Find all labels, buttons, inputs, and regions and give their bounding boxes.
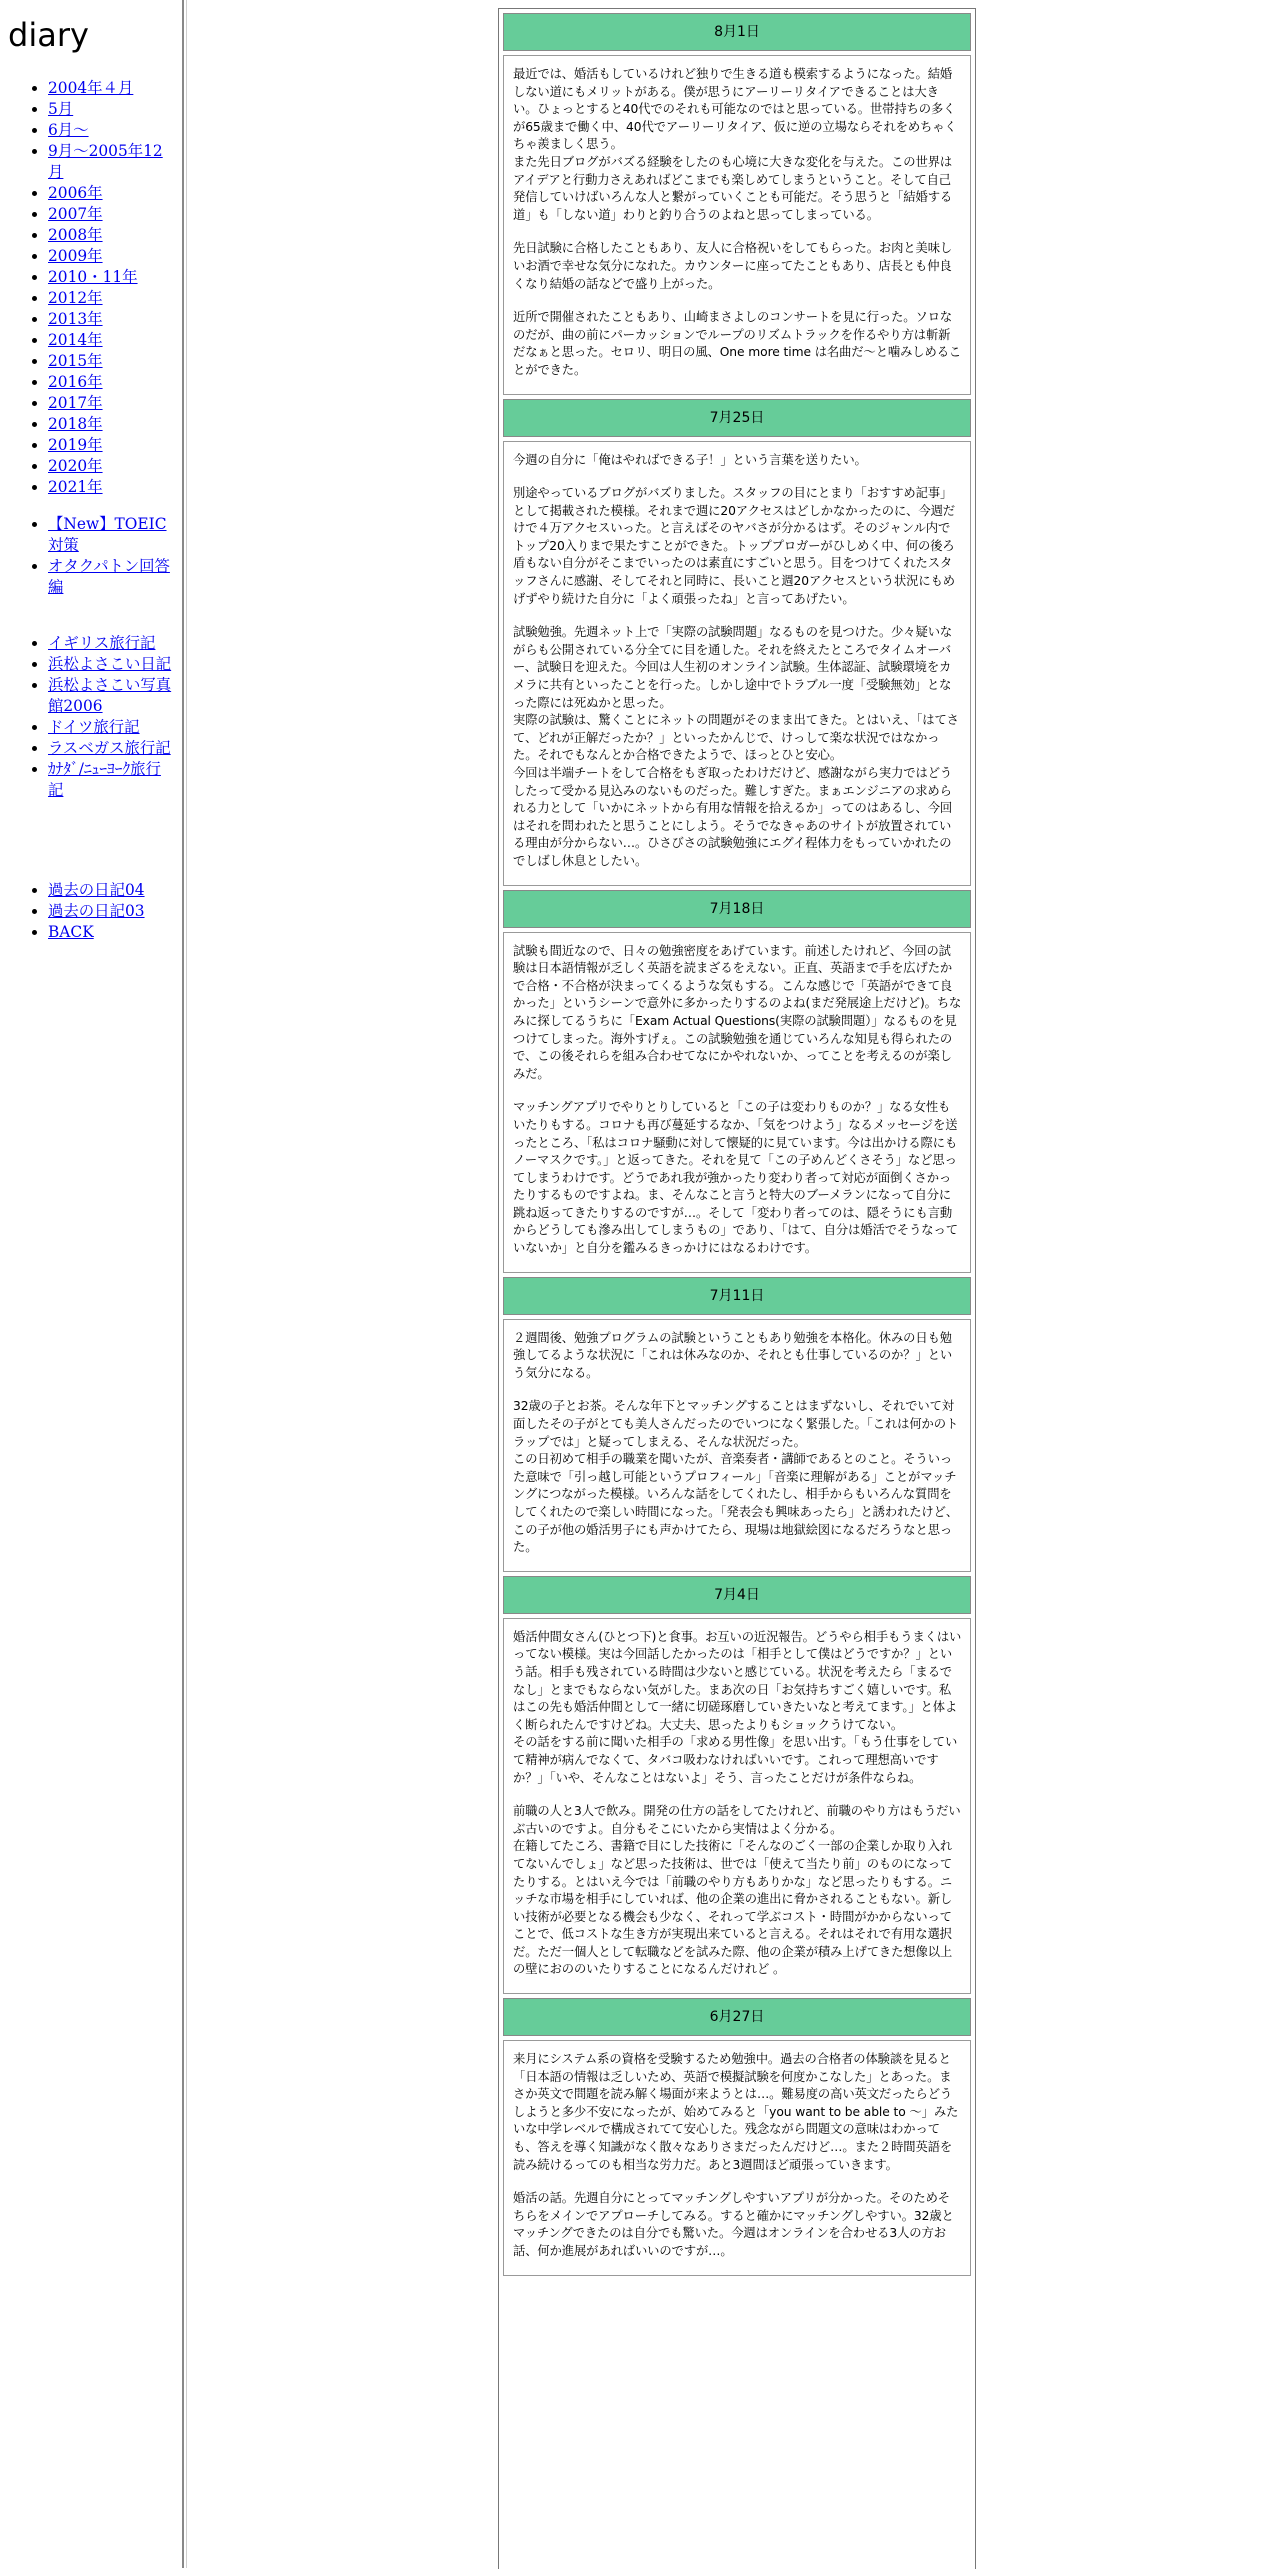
entry-paragraph: 32歳の子とお茶。そんな年下とマッチングすることはまずないし、それでいて対面したその子がとても美人さんだったのでいつになく緊張した。「これは何かのトラップでは」と疑ってしまえる、そんな状況だった。 この日初めて相手の職業を聞いたが、音楽奏者・講師であるとのこと。そういった意味で「引っ越し可能というプロフィール」「音楽に理解がある」ことがマッチングにつながった模様。いろんな話をしてくれたし、相手からもいろんな質問をしてくれたので楽しい時間になった。「発表会も興味あったら」と誘われたけど、この子が他の婚活男子にも声かけてたら、現場は地獄絵図になるだろうなと思った。 xyxy=(513,1399,959,1555)
entry-body xyxy=(503,1618,971,1994)
entry-date-header: 7月25日 xyxy=(503,399,971,437)
diary-entry xyxy=(503,1998,971,2276)
nav-link[interactable]: 6月～ xyxy=(48,121,89,139)
sidebar-divider xyxy=(186,0,187,2568)
nav-link[interactable]: 2021年 xyxy=(48,478,103,496)
entry-paragraph: 今週の自分に「俺はやればできる子！」という言葉を送りたい。 xyxy=(513,452,867,467)
entry-paragraph: 近所で開催されたこともあり、山崎まさよしのコンサートを見に行った。ソロなのだが、曲の前にパーカッションでループのリズムトラックを作るやり方は斬新だなぁと思った。セロリ、明日の風、One more time は名曲だ～と噛みしめることができた。 xyxy=(513,310,962,377)
diary-entries xyxy=(499,9,975,2280)
entry-body xyxy=(503,932,971,1273)
nav-link[interactable]: 2017年 xyxy=(48,394,103,412)
entry-paragraph: 別途やっているブログがバズりました。スタッフの目にとまり「おすすめ記事」として掲載された模様。それまで週に20アクセスはどしかなかったのに、今週だけで４万アクセスいった。と言えばそのヤバさが分かるはず。そのジャンル内でトップ20入りまで果たすことができた。トッププロガーがひしめく中、何の後ろ盾もない自分がそこまでいったのは素直にすごいと思う。目をつけてくれたスタッフさんに感謝、そしてそれと同時に、長いこと週20アクセスという状況にもめげずやり続けた自分に「よく頑張ったね」と言ってあげたい。 xyxy=(513,486,955,606)
nav-item xyxy=(48,246,172,267)
nav-item xyxy=(48,183,172,204)
entry-paragraph: マッチングアプリでやりとりしていると「この子は変わりものか？」なる女性もいたりもする。コロナも再び蔓延するなか、「気をつけよう」なるメッセージを送ったところ、「私はコロナ騒動に対して懐疑的に見ています。今は出かける際にもノーマスクです。」と返ってきた。それを見て「この子めんどくさそう」など思ってしまうわけです。どうであれ我が強かったり変わり者って対応が面倒くさかったりするものですよね。ま、そんなこと言うと特大のブーメランになって自分に跳ね返ってきたりするのですが…。そして「変わり者ってのは、隠そうにも言動からどうしても滲み出してしまうもの」であり、「はて、自分は婚活でそうなっていないか」と自分を鑑みるきっかけにはなるわけです。 xyxy=(513,1100,958,1256)
nav-link[interactable]: 2019年 xyxy=(48,436,103,454)
nav-link[interactable]: 9月～2005年12月 xyxy=(48,142,163,181)
nav-link[interactable]: ドイツ旅行記 xyxy=(48,718,140,736)
nav-link[interactable]: 2016年 xyxy=(48,373,103,391)
nav-item xyxy=(48,514,172,556)
entry-date-header: 8月1日 xyxy=(503,13,971,51)
nav-item xyxy=(48,717,172,738)
entry-paragraph: 最近では、婚活もしているけれど独りで生きる道も模索するようになった。結婚しない道にもメリットがある。僕が思うにアーリーリタイアできることは大きい。ひょっとすると40代でのそれも可能なのではと思っている。世帯持ちの多くが65歳まで働く中、40代でアーリーリタイア、仮に逆の立場ならそれをめちゃくちゃ羨ましく思う。 また先日ブログがバズる経験をしたのも心境に大きな変化を与えた。この世界はアイデアと行動力さえあればどこまでも楽しめてしまうということ。そして自己発信していけばいろんな人と繋がっていくことも可能だ。そう思うと「結婚する道」も「しない道」わりと釣り合うのよねと思ってしまっている。 xyxy=(513,67,957,222)
nav-item xyxy=(48,435,172,456)
nav-item xyxy=(48,414,172,435)
nav-link[interactable]: 過去の日記04 xyxy=(48,881,145,899)
diary-entry xyxy=(503,399,971,886)
entry-date-header: 7月4日 xyxy=(503,1576,971,1614)
nav-link[interactable]: イギリス旅行記 xyxy=(48,634,156,652)
nav-link[interactable]: 2014年 xyxy=(48,331,103,349)
entry-paragraph: 婚活の話。先週自分にとってマッチングしやすいアプリが分かった。そのためそちらをメインでアプローチしてみる。すると確かにマッチングしやすい。32歳とマッチングできたのは自分でも驚いた。今週はオンラインを合わせる3人の方お話、何か進展があればいいのですが…。 xyxy=(513,2191,954,2258)
nav-item xyxy=(48,654,172,675)
entry-paragraph: ２週間後、勉強プログラムの試験ということもあり勉強を本格化。休みの日も勉強してるような状況に「これは休みなのか、それとも仕事しているのか？」という気分になる。 xyxy=(513,1330,953,1380)
past-diary-nav-list xyxy=(0,880,172,943)
entry-body xyxy=(503,1319,971,1572)
diary-entry xyxy=(503,13,971,395)
entry-paragraph: 来月にシステム系の資格を受験するため勉強中。過去の合格者の体験談を見ると「日本語の情報は乏しいため、英語で模擬試験を何度かこなした」とあった。まさか英文で問題を読み解く場面が来ようとは…。難易度の高い英文だったらどうしようと多少不安になったが、始めてみると「you want to be able to ～」みたいな中学レベルで構成されてて安心した。残念ながら問題文の意味はわかっても、答えを導く知識がなく散々なありさまだったんだけど…。また２時間英語を読み続けるってのも相当な労力だ。あと3週間ほど頑張っていきます。 xyxy=(513,2052,959,2172)
entry-date-header: 7月18日 xyxy=(503,890,971,928)
nav-link[interactable]: 過去の日記03 xyxy=(48,902,145,920)
nav-item xyxy=(48,309,172,330)
nav-item xyxy=(48,556,172,598)
nav-item xyxy=(48,372,172,393)
entry-body xyxy=(503,2040,971,2276)
entry-paragraph: 先日試験に合格したこともあり、友人に合格祝いをしてもらった。お肉と美味しいお酒で幸せな気分になれた。カウンターに座ってたこともあり、店長とも仲良くなり結婚の話などで盛り上がった。 xyxy=(513,241,953,291)
nav-item xyxy=(48,141,172,183)
nav-link[interactable]: オタクパトン回答編 xyxy=(48,557,170,596)
nav-link[interactable]: ｶﾅﾀﾞ/ﾆｭｰﾖｰｸ旅行記 xyxy=(48,760,161,799)
nav-item xyxy=(48,880,172,901)
entry-body xyxy=(503,55,971,395)
nav-item xyxy=(48,922,172,943)
year-nav-list xyxy=(0,78,172,498)
nav-item xyxy=(48,393,172,414)
diary-entry xyxy=(503,1576,971,1994)
nav-item xyxy=(48,477,172,498)
nav-link[interactable]: 2006年 xyxy=(48,184,103,202)
nav-item xyxy=(48,99,172,120)
entry-date-header: 6月27日 xyxy=(503,1998,971,2036)
nav-link[interactable]: 2007年 xyxy=(48,205,103,223)
nav-link[interactable]: BACK xyxy=(48,923,94,941)
nav-link[interactable]: 【New】TOEIC対策 xyxy=(48,515,167,554)
nav-item xyxy=(48,351,172,372)
nav-link[interactable]: 2009年 xyxy=(48,247,103,265)
entry-paragraph: 婚活仲間女さん(ひとつ下)と食事。お互いの近況報告。どうやら相手もうまくはいってない模様。実は今回話したかったのは「相手として僕はどうですか？」という話。相手も残されている時間は少ないと感じている。状況を考えたら「まるでなし」とまでもならない気がした。まあ次の日「お気持ちすごく嬉しいです。私はこの先も婚活仲間として一緒に切磋琢磨していきたいなと考えてます。」と体よく断られたんですけどね。大丈夫、思ったよりもショックうけてない。 その話をする前に聞いた相手の「求める男性像」を思い出す。「もう仕事をしていて精神が病んでなくて、タバコ吸わなければいいです。これって理想高いですか？」「いや、そんなことはないよ」そう、言ったことだけが条件ならね。 xyxy=(513,1629,962,1785)
entry-paragraph: 試験勉強。先週ネット上で「実際の試験問題」なるものを見つけた。少々疑いながらも公開されている分全てに目を通した。それを終えたところでタイムオーバー、試験日を迎えた。今回は人生初のオンライン試験。生体認証、試験環境をカメラに共有といったことを行った。しかし途中でトラブル一度「受験無効」となった際には死ぬかと思った。 実際の試験は、驚くことにネットの問題がそのまま出てきた。とはいえ、「はてさて、どれが正解だったか？」といったかんじで、けっして楽な状況ではなかった。それでもなんとか合格できたようで、ほっとひと安心。 今回は半端チートをして合格をもぎ取ったわけだけど、感謝ながら実力ではどうしたって受かる見込みのないものだった。難しすぎた。まぁエンジニアの求められる力として「いかにネットから有用な情報を拾えるか」ってのはあるし、今回はそれを問われたと思うことにしよう。そうでなきゃあのサイトが放置されている理由が分からない…。ひさびさの試験勉強にエグイ程体力をもっていかれたのでしばし休息としたい。 xyxy=(513,625,959,868)
site-title: diary xyxy=(8,16,89,54)
diary-entry xyxy=(503,890,971,1273)
nav-link[interactable]: 2013年 xyxy=(48,310,103,328)
nav-item xyxy=(48,288,172,309)
nav-item xyxy=(48,330,172,351)
diary-column xyxy=(498,8,976,2569)
nav-link[interactable]: 5月 xyxy=(48,100,74,118)
nav-link[interactable]: 2018年 xyxy=(48,415,103,433)
entry-paragraph: 試験も間近なので、日々の勉強密度をあげています。前述したけれど、今回の試験は日本語情報が乏しく英語を読まざるをえない。正直、英語まで手を広げたかで合格・不合格が決まってくるような気もする。こんな感じで「英語ができて良かった」というシーンで意外に多かったりするのよね(まだ発展途上だけど)。ちなみに探してるうちに「Exam Actual Questions(実際の試験問題）」なるものを見つけてしまった。海外すげぇ。この試験勉強を通じていろんな知見も得られたので、この後それらを組み合わせてなにかやれないか、ってことを考えるのが楽しみだ。 xyxy=(513,943,962,1081)
sidebar xyxy=(0,0,184,2568)
nav-link[interactable]: ラスベガス旅行記 xyxy=(48,739,171,757)
nav-item xyxy=(48,78,172,99)
nav-link[interactable]: 2015年 xyxy=(48,352,103,370)
nav-item xyxy=(48,675,172,717)
nav-item xyxy=(48,267,172,288)
nav-link[interactable]: 浜松よさこい写真館2006 xyxy=(48,676,172,715)
nav-item xyxy=(48,120,172,141)
toeic-nav-list xyxy=(0,514,172,598)
nav-link[interactable]: 2010・11年 xyxy=(48,268,138,286)
nav-item xyxy=(48,633,172,654)
nav-item xyxy=(48,901,172,922)
nav-link[interactable]: 2012年 xyxy=(48,289,103,307)
entry-date-header: 7月11日 xyxy=(503,1277,971,1315)
nav-item xyxy=(48,456,172,477)
entry-paragraph: 前職の人と3人で飲み。開発の仕方の話をしてたけれど、前職のやり方はもうだいぶ古いのですよ。自分もそこにいたから実情はよく分かる。 在籍してたころ、書籍で目にした技術に「そんなのごく一部の企業しか取り入れてないんでしょ」など思った技術は、世では「使えて当たり前」のものになってたりする。とはいえ今では「前職のやり方もありかな」など思ったりもする。ニッチな市場を相手にしていれば、他の企業の進出に脅かされることもない。新しい技術が必要となる機会も少なく、それって学ぶコスト・時間がかからないってことで、低コストな生き方が実現出来ていると言える。それはそれで有用な選択だ。ただ一個人として転職などを試みた際、他の企業が積み上げてきた想像以上の壁におののいたりすることになるんだけれど 。 xyxy=(513,1804,961,1977)
nav-item xyxy=(48,204,172,225)
nav-link[interactable]: 2004年４月 xyxy=(48,79,134,97)
nav-link[interactable]: 2020年 xyxy=(48,457,103,475)
nav-link[interactable]: 2008年 xyxy=(48,226,103,244)
nav-item xyxy=(48,759,172,801)
nav-item xyxy=(48,738,172,759)
nav-item xyxy=(48,225,172,246)
nav-link[interactable]: 浜松よさこい日記 xyxy=(48,655,172,673)
entry-body xyxy=(503,441,971,886)
travel-nav-list xyxy=(0,633,172,801)
diary-entry xyxy=(503,1277,971,1572)
